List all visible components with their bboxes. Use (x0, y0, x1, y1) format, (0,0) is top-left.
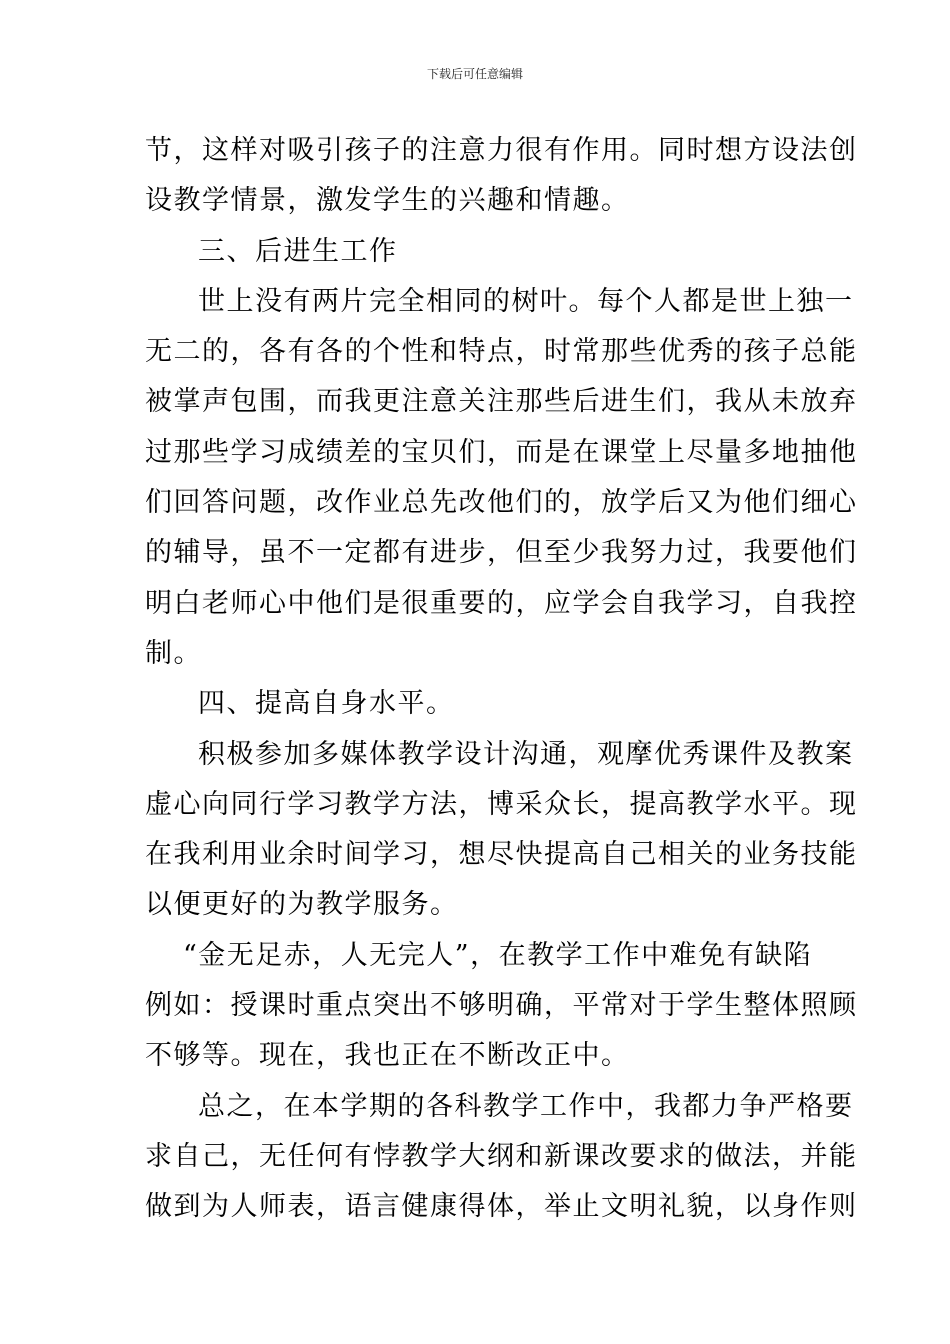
text-line: 制。 (145, 637, 202, 669)
text-line: 被掌声包围，而我更注意关注那些后进生们，我从未放弃 (145, 386, 858, 418)
text-line: 过那些学习成绩差的宝贝们，而是在课堂上尽量多地抽他 (145, 436, 858, 468)
document-body (145, 126, 858, 1233)
text-line: 设教学情景，激发学生的兴趣和情趣。 (145, 185, 630, 217)
section-heading: 三、后进生工作 (198, 235, 398, 267)
paragraph-first-line: 总之，在本学期的各科教学工作中，我都力争严格要 (198, 1090, 854, 1122)
page-header-note: 下载后可任意编辑 (426, 67, 523, 81)
text-line: 的辅导，虽不一定都有进步，但至少我努力过，我要他们 (145, 537, 858, 569)
text-line: 求自己，无任何有悖教学大纲和新课改要求的做法，并能 (145, 1140, 858, 1172)
text-line: 不够等。现在，我也正在不断改正中。 (145, 1040, 630, 1072)
text-line: 们回答问题，改作业总先改他们的，放学后又为他们细心 (145, 487, 858, 519)
text-line: 以便更好的为教学服务。 (145, 889, 459, 921)
paragraph-first-line: 积极参加多媒体教学设计沟通，观摩优秀课件及教案 (198, 738, 854, 770)
paragraph-first-line: “金无足赤，人无完人”，在教学工作中难免有缺陷 (183, 939, 813, 971)
text-line: 在我利用业余时间学习，想尽快提高自己相关的业务技能 (145, 839, 858, 871)
paragraph-first-line: 世上没有两片完全相同的树叶。每个人都是世上独一 (198, 285, 854, 317)
text-line: 明白老师心中他们是很重要的，应学会自我学习，自我控 (145, 587, 858, 619)
section-heading: 四、提高自身水平。 (198, 688, 455, 720)
text-line: 无二的，各有各的个性和特点，时常那些优秀的孩子总能 (145, 336, 858, 368)
text-line: 做到为人师表，语言健康得体，举止文明礼貌，以身作则 (145, 1191, 858, 1223)
text-line: 例如：授课时重点突出不够明确，平常对于学生整体照顾 (145, 990, 858, 1022)
text-line: 虚心向同行学习教学方法，博采众长，提高教学水平。现 (145, 788, 858, 820)
text-line: 节，这样对吸引孩子的注意力很有作用。同时想方设法创 (145, 135, 858, 166)
